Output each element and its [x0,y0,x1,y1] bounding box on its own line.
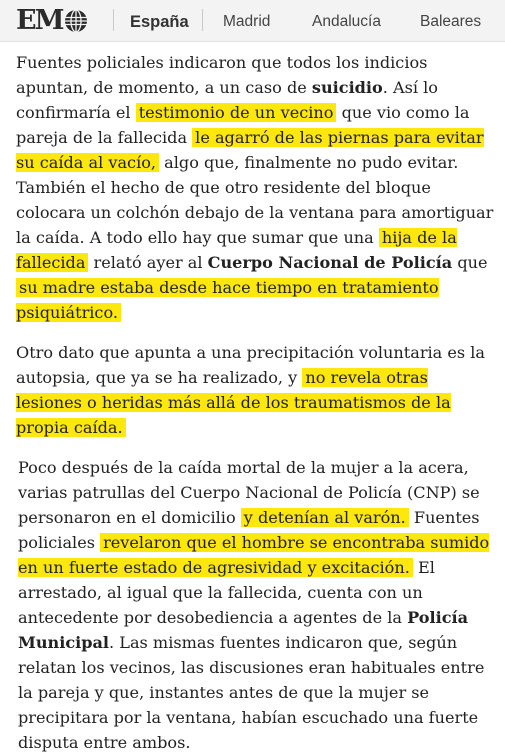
highlighted-text: hija de la fallecida [16,228,457,272]
nav-divider [202,9,203,31]
article-paragraph [16,455,496,755]
highlighted-text: y detenían al varón. [241,508,409,527]
paragraph-text: Fuentes policiales [18,508,480,552]
paragraph-text: . Las mismas fuentes indicaron que, según relatan los vecinos, las discusiones eran habituales entre la pareja y que, instantes antes de que la mujer se precipitara por la ventana, habían escuchado una fuerte disputa entre ambos. [18,633,485,752]
nav-item-espana[interactable]: España [130,13,189,31]
paragraph-text: Otro dato que apunta a una precipitación voluntaria es la autopsia, que ya se ha realizado, y [16,343,486,387]
top-navigation [0,0,505,42]
highlighted-text: no revela otras lesiones o heridas más allá de los traumatismos de la propia caída. [16,368,451,437]
logo-text: EM [16,5,63,36]
nav-divider [113,9,114,31]
paragraph-text: que vio como la pareja de la fallecida [16,103,470,147]
paragraph-text: . Así lo confirmaría el [16,78,438,122]
article-paragraph [16,340,496,440]
bold-text: suicidio [311,78,383,97]
bold-text: Policía Municipal [18,608,469,652]
globe-icon [64,9,88,33]
paragraph-text: El arrestado, al igual que la fallecida, cuenta con un antecedente por desobediencia a agentes de la [18,558,435,627]
highlighted-text: testimonio de un vecino [136,103,337,122]
bold-text: Cuerpo Nacional de Policía [207,253,453,272]
nav-item-madrid[interactable]: Madrid [223,13,271,30]
highlighted-text: su madre estaba desde hace tiempo en tratamiento psiquiátrico. [16,278,439,322]
paragraph-text: Fuentes policiales indicaron que todos los indicios apuntan, de momento, a un caso de [16,53,428,97]
paragraph-text: algo que, finalmente no pudo evitar. También el hecho de que otro residente del bloque colocara un colchón debajo de la ventana para amortiguar la caída. A todo ello hay que sumar que una [16,153,494,247]
paragraph-text: que [452,253,488,272]
paragraph-text: Poco después de la caída mortal de la mujer a la acera, varias patrullas del Cuerpo Nacional de Policía (CNP) se personaron en el domicilio [18,458,480,527]
article-paragraph [16,50,496,325]
nav-item-andalucia[interactable]: Andalucía [312,13,381,30]
site-logo[interactable] [16,6,88,36]
article-body [16,50,496,755]
highlighted-text: revelaron que el hombre se encontraba sumido en un fuerte estado de agresividad y excitación. [18,533,490,577]
nav-item-baleares[interactable]: Baleares [420,13,482,30]
highlighted-text: le agarró de las piernas para evitar su caída al vacío, [16,128,484,172]
paragraph-text: relató ayer al [88,253,208,272]
